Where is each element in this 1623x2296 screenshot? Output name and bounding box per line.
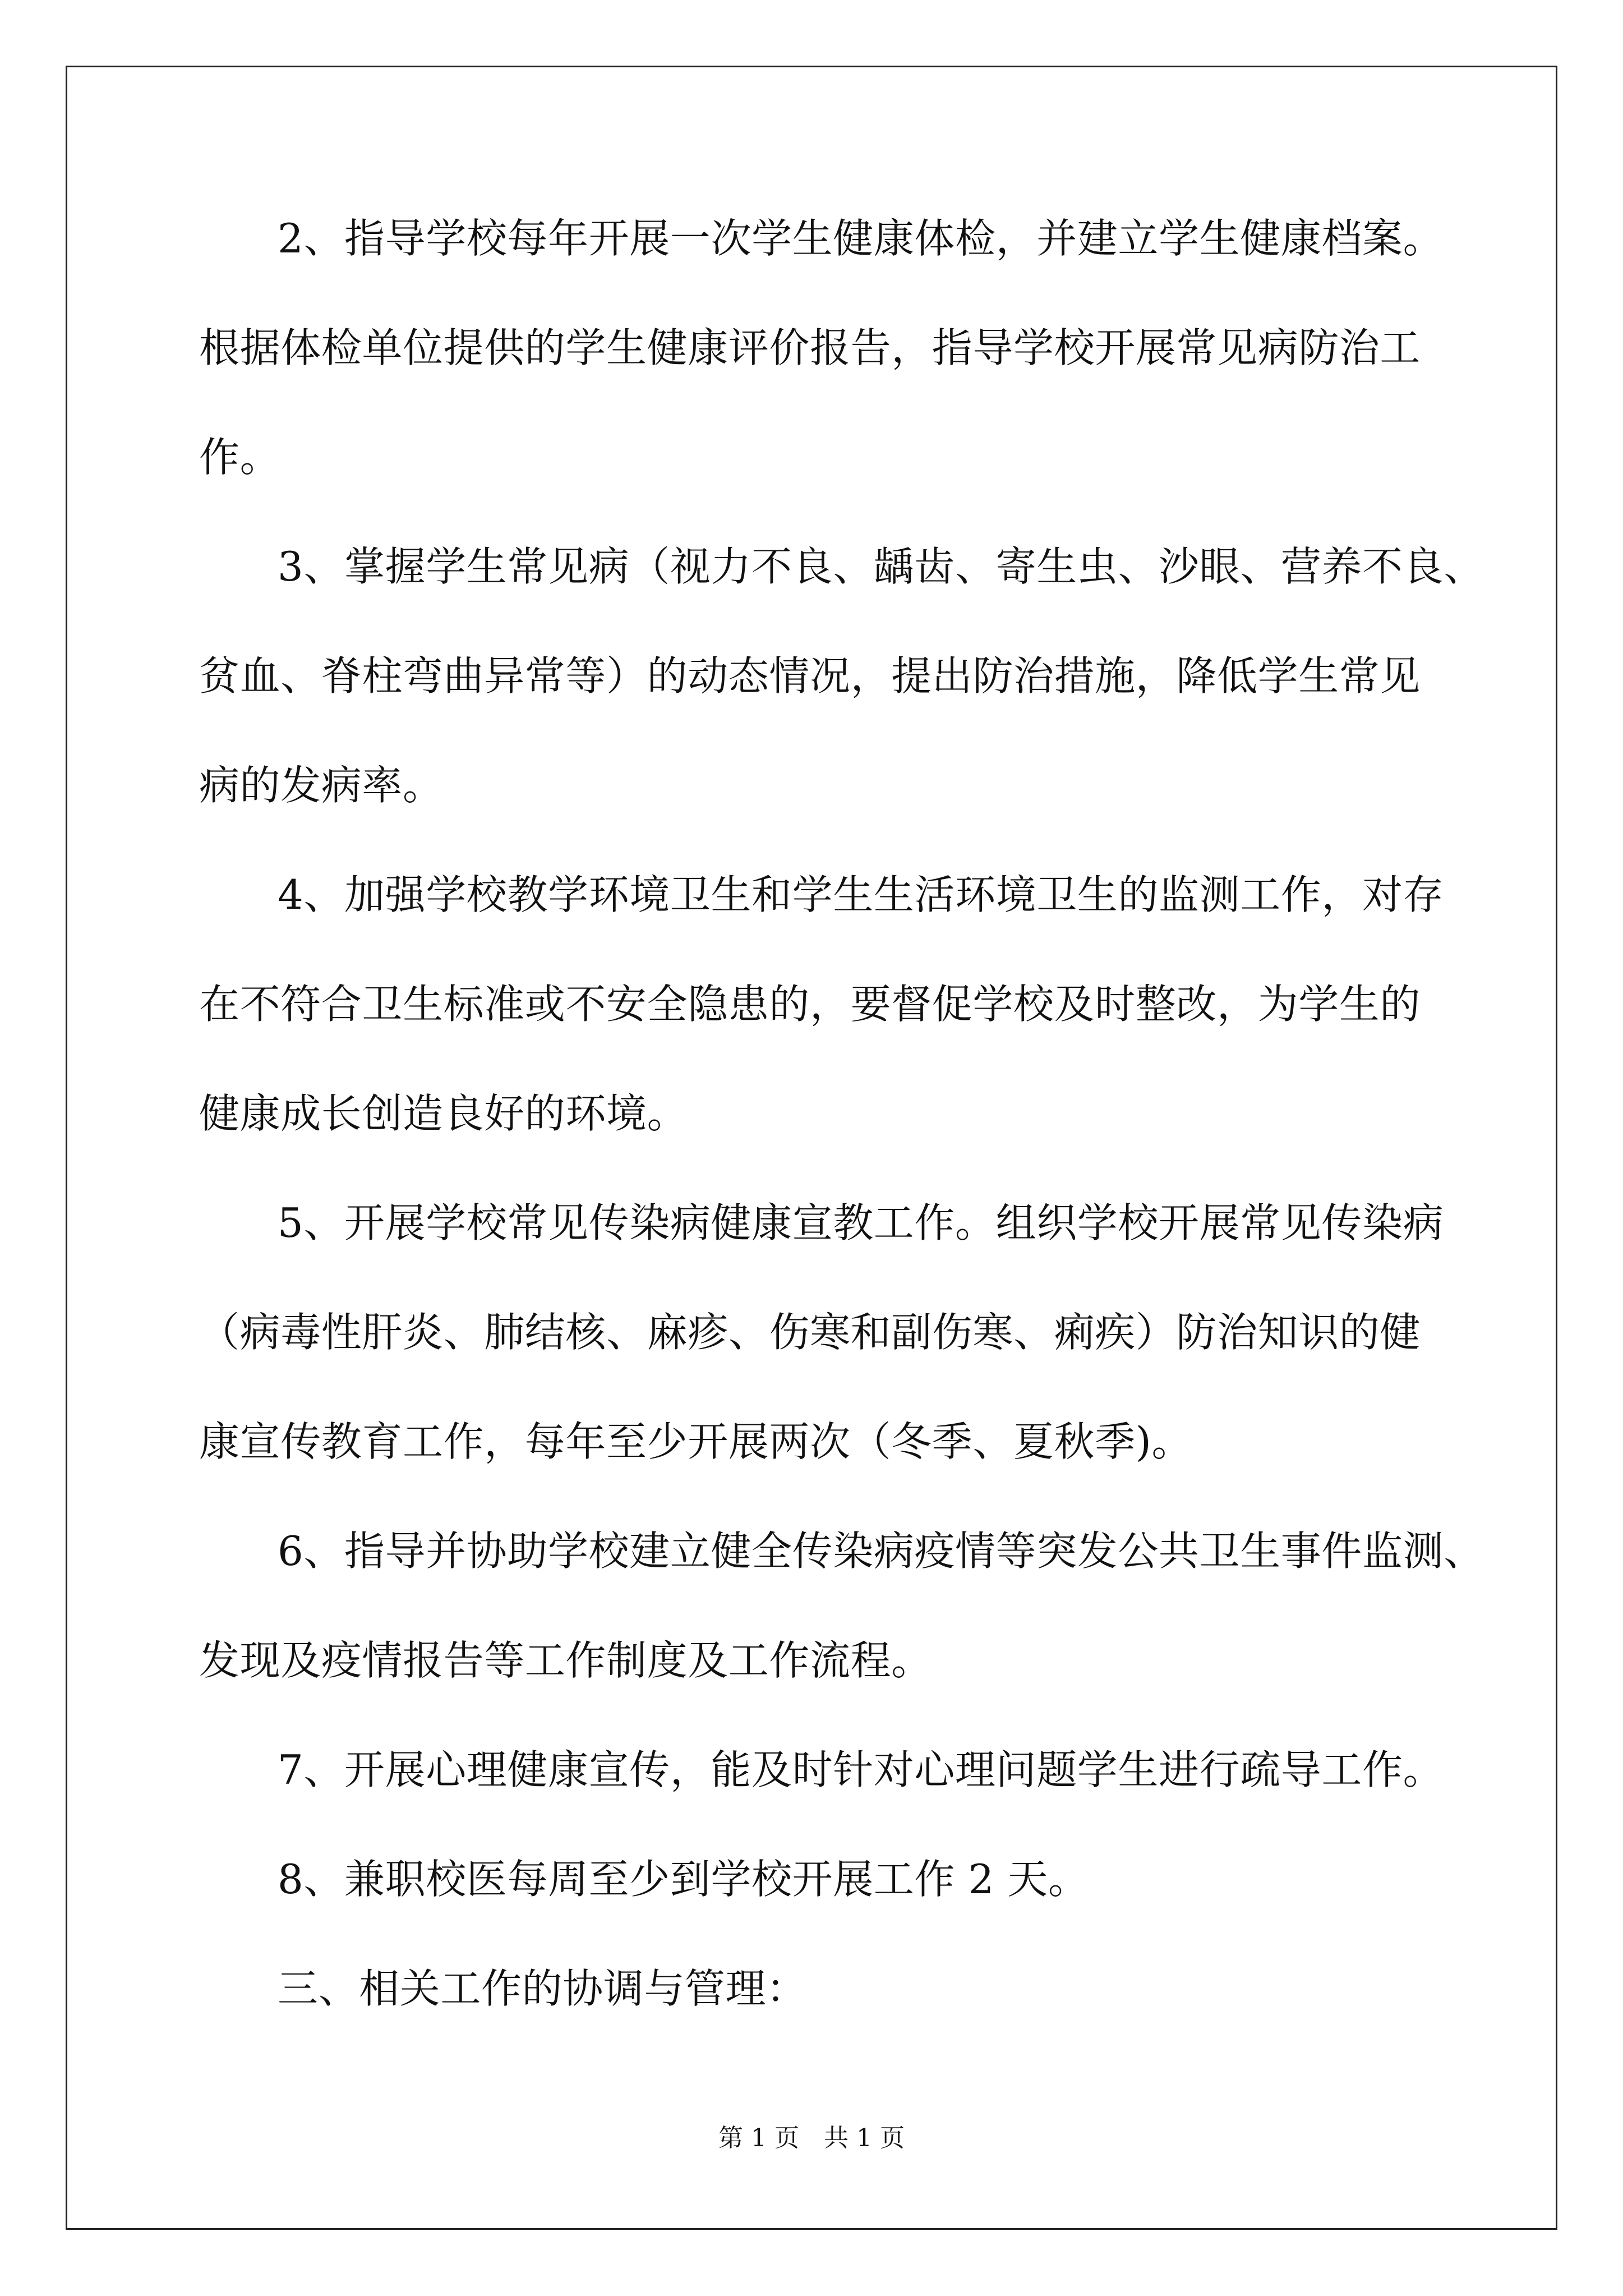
paragraph-3-line-2: 贫血、脊柱弯曲异常等）的动态情况，提出防治措施，降低学生常见: [199, 652, 1421, 700]
paragraph-2-line-1: 2、指导学校每年开展一次学生健康体检，并建立学生健康档案。: [278, 215, 1444, 262]
paragraph-4-line-2: 在不符合卫生标准或不安全隐患的，要督促学校及时整改，为学生的: [199, 981, 1421, 1028]
paragraph-4-line-1: 4、加强学校教学环境卫生和学生生活环境卫生的监测工作，对存: [278, 871, 1444, 918]
page-footer: 第 1 页 共 1 页: [718, 2124, 905, 2152]
paragraph-6-line-2: 发现及疫情报告等工作制度及工作流程。: [199, 1637, 932, 1684]
paragraph-5-line-2: （病毒性肝炎、肺结核、麻疹、伤寒和副伤寒、痢疾）防治知识的健: [199, 1309, 1421, 1356]
paragraph-3-line-3: 病的发病率。: [199, 762, 444, 809]
paragraph-6-line-1: 6、指导并协助学校建立健全传染病疫情等突发公共卫生事件监测、: [278, 1527, 1484, 1575]
paragraph-5-line-3: 康宣传教育工作，每年至少开展两次（冬季、夏秋季)。: [199, 1418, 1193, 1465]
paragraph-3-line-1: 3、掌握学生常见病（视力不良、龋齿、寄生虫、沙眼、营养不良、: [278, 543, 1484, 590]
section-heading: 三、相关工作的协调与管理：: [278, 1965, 807, 2012]
paragraph-5-line-1: 5、开展学校常见传染病健康宣教工作。组织学校开展常见传染病: [278, 1199, 1444, 1246]
paragraph-8-line-1: 8、兼职校医每周至少到学校开展工作 2 天。: [278, 1856, 1089, 1903]
paragraph-2-line-2: 根据体检单位提供的学生健康评价报告，指导学校开展常见病防治工: [199, 324, 1421, 371]
paragraph-7-line-1: 7、开展心理健康宣传，能及时针对心理问题学生进行疏导工作。: [278, 1746, 1444, 1793]
paragraph-4-line-3: 健康成长创造良好的环境。: [199, 1090, 688, 1137]
paragraph-2-line-3: 作。: [199, 434, 281, 481]
